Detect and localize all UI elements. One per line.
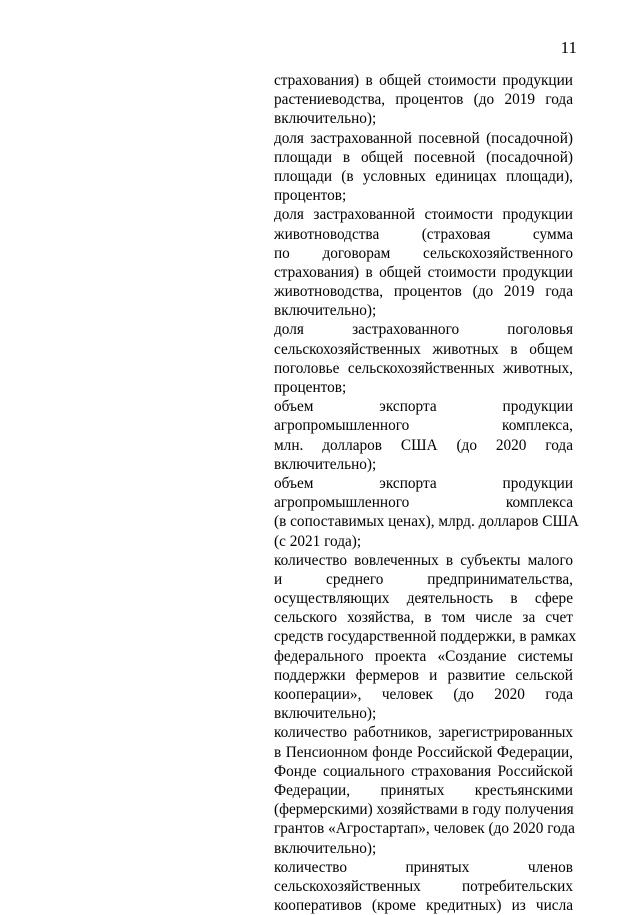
text-line: животноводства (страховая сумма bbox=[274, 225, 573, 243]
text-line: агропромышленного комплекса bbox=[274, 494, 573, 512]
text-line: поголовье сельскохозяйственных животных, bbox=[274, 359, 573, 377]
text-line: включительно); bbox=[274, 302, 377, 320]
text-line: (фермерскими) хозяйствами в году получения bbox=[274, 801, 574, 819]
text-line: доля застрахованной посевной (посадочной) bbox=[274, 129, 573, 147]
text-line: включительно); bbox=[274, 839, 377, 857]
text-line: кооперации», человек (до 2020 года bbox=[274, 686, 573, 703]
text-line: кооперативов (кроме кредитных) из числа bbox=[274, 897, 573, 915]
text-line: Фонде социального страхования Российской bbox=[274, 762, 573, 780]
text-line: и среднего предпринимательства, bbox=[274, 570, 573, 588]
text-line: страхования) в общей стоимости продукции bbox=[274, 72, 573, 89]
text-line: агропромышленного комплекса, bbox=[274, 417, 573, 435]
text-line: средств государственной поддержки, в рамках bbox=[274, 628, 577, 646]
text-line: сельскохозяйственных потребительских bbox=[274, 877, 573, 895]
text-line: осуществляющих деятельность в сфере bbox=[274, 590, 573, 608]
text-line: федерального проекта «Создание системы bbox=[274, 647, 573, 665]
text-line: количество работников, зарегистрированных bbox=[274, 724, 573, 742]
text-line: млн. долларов США (до 2020 года bbox=[274, 436, 573, 454]
text-line: (с 2021 года); bbox=[274, 532, 362, 550]
text-line: доля застрахованного поголовья bbox=[274, 321, 573, 339]
text-line: площади в общей посевной (посадочной) bbox=[274, 148, 573, 166]
text-line: включительно); bbox=[274, 705, 377, 723]
text-line: включительно); bbox=[274, 455, 377, 473]
text-line: количество вовлеченных в субъекты малого bbox=[274, 551, 573, 569]
text-line: поддержки фермеров и развитие сельской bbox=[274, 666, 573, 684]
text-line: объем экспорта продукции bbox=[274, 474, 573, 492]
text-line: сельского хозяйства, в том числе за счет bbox=[274, 609, 573, 627]
text-line: (в сопоставимых ценах), млрд. долларов США bbox=[274, 513, 579, 531]
text-line: процентов; bbox=[274, 379, 347, 396]
text-line: процентов; bbox=[274, 187, 347, 205]
text-line: Федерации, принятых крестьянскими bbox=[274, 781, 573, 799]
text-line: в Пенсионном фонде Российской Федерации, bbox=[274, 743, 573, 761]
body-text bbox=[274, 71, 579, 915]
text-line: грантов «Агростартап», человек (до 2020 года bbox=[274, 820, 575, 838]
text-line: страхования) в общей стоимости продукции bbox=[274, 263, 573, 281]
text-line: животноводства, процентов (до 2019 года bbox=[274, 283, 573, 301]
text-line: включительно); bbox=[274, 110, 377, 128]
text-line: объем экспорта продукции bbox=[274, 398, 573, 416]
text-line: растениеводства, процентов (до 2019 года bbox=[274, 91, 573, 109]
page-number: 11 bbox=[560, 38, 577, 57]
text-line: сельскохозяйственных животных в общем bbox=[274, 340, 573, 358]
text-line: по договорам сельскохозяйственного bbox=[274, 244, 573, 262]
text-line: количество принятых членов bbox=[274, 858, 573, 876]
text-line: доля застрахованной стоимости продукции bbox=[274, 206, 573, 224]
text-line: площади (в условных единицах площади), bbox=[274, 167, 573, 185]
